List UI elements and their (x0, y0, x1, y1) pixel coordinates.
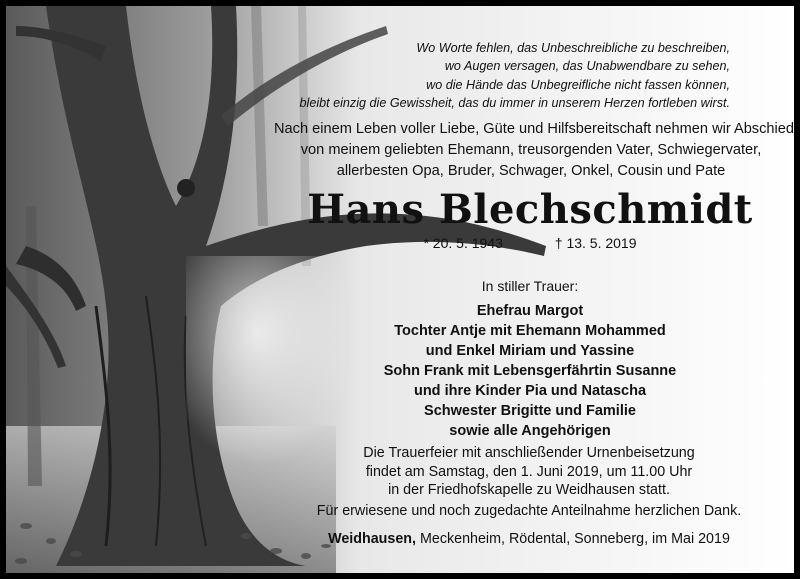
funeral-line: in der Friedhofskapelle zu Weidhausen statt. (388, 482, 670, 498)
intro-text (274, 119, 794, 182)
poem (266, 39, 730, 113)
thanks-text: Für erwiesene und noch zugedachte Anteilnahme herzlichen Dank. (316, 503, 742, 519)
intro-line: von meinem geliebten Ehemann, treusorgenden Vater, Schwiegervater, (300, 142, 762, 158)
mourner-line: Tochter Antje mit Ehemann Mohammed (394, 323, 666, 339)
mourner-line: Ehefrau Margot (476, 303, 584, 319)
mourning-label: In stiller Trauer: (481, 278, 579, 294)
intro-line: Nach einem Leben voller Liebe, Güte und Hilfsbereitschaft nehmen wir Abschied (274, 121, 794, 137)
poem-line: wo die Hände das Unbegreifliche nicht fassen können, (426, 77, 730, 92)
poem-line: Wo Worte fehlen, das Unbeschreibliche zu beschreiben, (416, 41, 730, 55)
poem-line: wo Augen versagen, das Unabwendbare zu sehen, (444, 59, 730, 74)
other-places: Meckenheim, Rödental, Sonneberg, im Mai 2019 (416, 531, 730, 547)
mourner-line: Schwester Brigitte und Familie (424, 403, 636, 419)
birth-date: * 20. 5. 1943 (423, 235, 503, 251)
mourner-line: und ihre Kinder Pia und Natascha (413, 383, 647, 399)
deceased-name: Hans Blechschmidt (307, 186, 753, 233)
main-place: Weidhausen, (328, 531, 416, 547)
life-dates (276, 235, 784, 251)
funeral-line: Die Trauerfeier mit anschließender Urnenbeisetzung (363, 445, 695, 461)
places-and-date (268, 531, 790, 547)
intro-line: allerbesten Opa, Bruder, Schwager, Onkel, Cousin und Pate (336, 163, 726, 179)
funeral-line: findet am Samstag, den 1. Juni 2019, um 11.00 Uhr (365, 463, 693, 480)
mourner-line: Sohn Frank mit Lebensgerfährtin Susanne (383, 363, 677, 379)
mourner-line: und Enkel Miriam und Yassine (425, 343, 635, 359)
mourner-line: sowie alle Angehörigen (449, 423, 611, 439)
death-date: † 13. 5. 2019 (554, 235, 637, 251)
funeral-info (268, 444, 790, 500)
poem-line: bleibt einzig die Gewissheit, das du immer in unserem Herzen fortleben wirst. (299, 96, 730, 111)
mourners-list (276, 301, 784, 441)
